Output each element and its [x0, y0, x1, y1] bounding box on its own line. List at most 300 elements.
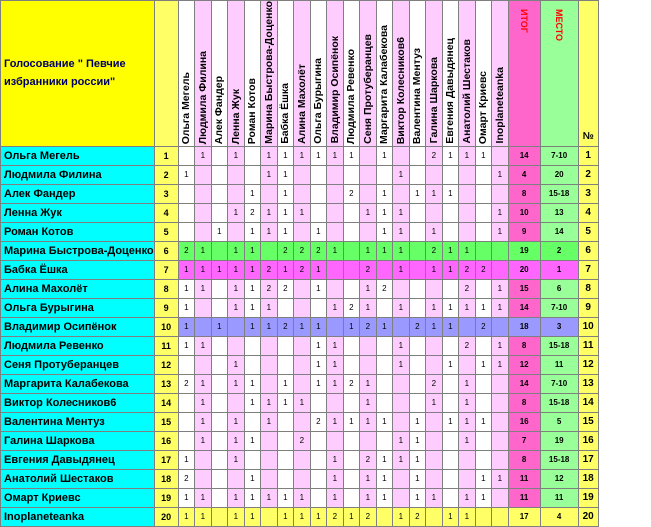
- vote-cell: [442, 450, 459, 469]
- vote-cell: 1: [244, 279, 261, 298]
- vote-cell: 1: [228, 450, 245, 469]
- vote-cell: 1: [228, 298, 245, 317]
- vote-cell: 1: [310, 146, 327, 165]
- itog-cell: 9: [508, 222, 540, 241]
- vote-cell: 1: [261, 412, 278, 431]
- vote-cell: [195, 469, 212, 488]
- vote-cell: 1: [228, 279, 245, 298]
- vote-cell: 1: [195, 146, 212, 165]
- vote-cell: 2: [459, 336, 476, 355]
- row-index: 17: [578, 450, 598, 469]
- participant-name: Людмила Ревенко: [1, 336, 155, 355]
- vote-cell: [343, 469, 360, 488]
- mesto-cell: 11: [540, 355, 578, 374]
- vote-cell: [310, 431, 327, 450]
- vote-cell: 1: [277, 184, 294, 203]
- vote-cell: [475, 203, 492, 222]
- column-header-label: Ольга Бурыгина: [312, 58, 325, 144]
- participant-name: Маргарита Калабекова: [1, 374, 155, 393]
- vote-cell: 1: [277, 488, 294, 507]
- vote-cell: 1: [277, 222, 294, 241]
- vote-cell: 1: [195, 374, 212, 393]
- vote-cell: 1: [376, 412, 393, 431]
- vote-cell: 1: [178, 317, 195, 336]
- vote-cell: [343, 279, 360, 298]
- participant-name: Ольга Мегель: [1, 146, 155, 165]
- vote-cell: [211, 431, 228, 450]
- vote-cell: [459, 469, 476, 488]
- vote-cell: 1: [195, 393, 212, 412]
- row-number: 7: [154, 260, 178, 279]
- vote-cell: [228, 222, 245, 241]
- vote-cell: [459, 165, 476, 184]
- vote-cell: [310, 298, 327, 317]
- vote-cell: 1: [360, 203, 377, 222]
- vote-cell: 1: [459, 393, 476, 412]
- participant-name: Inoplaneteanka: [1, 507, 155, 526]
- column-header-label: Евгения Давыдянец: [444, 38, 457, 144]
- vote-cell: [475, 393, 492, 412]
- table-row: [1, 203, 599, 222]
- vote-cell: 1: [376, 146, 393, 165]
- vote-cell: [343, 450, 360, 469]
- participant-name: Бабка Ёшка: [1, 260, 155, 279]
- vote-cell: [426, 469, 443, 488]
- vote-cell: 1: [195, 488, 212, 507]
- vote-cell: 1: [294, 317, 311, 336]
- vote-cell: 1: [261, 298, 278, 317]
- vote-cell: 1: [343, 146, 360, 165]
- vote-cell: [475, 279, 492, 298]
- vote-cell: [426, 165, 443, 184]
- vote-cell: [310, 450, 327, 469]
- row-index: 20: [578, 507, 598, 526]
- vote-cell: [376, 355, 393, 374]
- vote-cell: 1: [277, 507, 294, 526]
- vote-cell: 2: [360, 507, 377, 526]
- vote-cell: 1: [409, 431, 426, 450]
- vote-cell: 1: [244, 431, 261, 450]
- vote-cell: 1: [360, 469, 377, 488]
- vote-cell: 2: [475, 317, 492, 336]
- vote-cell: [211, 488, 228, 507]
- header-number-cell: [154, 1, 178, 147]
- vote-cell: [426, 412, 443, 431]
- mesto-header: [540, 1, 578, 147]
- vote-cell: [475, 241, 492, 260]
- vote-cell: 1: [261, 203, 278, 222]
- column-header-label: Inoplaneteanka: [493, 67, 506, 144]
- vote-cell: 1: [244, 317, 261, 336]
- vote-cell: 1: [360, 374, 377, 393]
- vote-cell: 1: [261, 488, 278, 507]
- vote-cell: [393, 393, 410, 412]
- vote-cell: 1: [459, 507, 476, 526]
- column-header: [178, 1, 195, 147]
- vote-cell: 2: [178, 241, 195, 260]
- vote-cell: 2: [360, 260, 377, 279]
- column-header: [376, 1, 393, 147]
- vote-cell: [211, 298, 228, 317]
- mesto-cell: 7-10: [540, 374, 578, 393]
- column-header: [492, 1, 509, 147]
- row-index: 6: [578, 241, 598, 260]
- vote-cell: [294, 469, 311, 488]
- vote-cell: [228, 184, 245, 203]
- row-number: 2: [154, 165, 178, 184]
- vote-cell: [343, 431, 360, 450]
- vote-cell: 1: [492, 469, 509, 488]
- vote-cell: 1: [310, 279, 327, 298]
- vote-cell: [442, 279, 459, 298]
- itog-cell: 8: [508, 184, 540, 203]
- vote-cell: 1: [327, 298, 344, 317]
- vote-cell: 1: [294, 146, 311, 165]
- mesto-cell: 15-18: [540, 450, 578, 469]
- row-index: 12: [578, 355, 598, 374]
- column-header-label: Людмила Филина: [196, 50, 209, 144]
- participant-name: Ольга Бурыгина: [1, 298, 155, 317]
- table-row: [1, 222, 599, 241]
- row-number: 1: [154, 146, 178, 165]
- vote-cell: 1: [244, 241, 261, 260]
- vote-cell: 1: [360, 298, 377, 317]
- column-header-label: Алина Махолёт: [295, 63, 308, 144]
- vote-cell: [343, 336, 360, 355]
- vote-cell: 1: [459, 488, 476, 507]
- vote-cell: [459, 317, 476, 336]
- vote-cell: 1: [442, 146, 459, 165]
- column-header: [409, 1, 426, 147]
- vote-cell: 1: [475, 412, 492, 431]
- vote-cell: [376, 298, 393, 317]
- vote-cell: [261, 184, 278, 203]
- participant-name: Евгения Давыдянец: [1, 450, 155, 469]
- table-row: [1, 241, 599, 260]
- vote-cell: [393, 469, 410, 488]
- vote-cell: 1: [442, 355, 459, 374]
- row-index: 10: [578, 317, 598, 336]
- mesto-cell: 14: [540, 222, 578, 241]
- itog-cell: 15: [508, 279, 540, 298]
- vote-cell: 1: [492, 336, 509, 355]
- vote-cell: 1: [228, 260, 245, 279]
- itog-cell: 12: [508, 355, 540, 374]
- vote-cell: 1: [426, 260, 443, 279]
- vote-cell: 1: [376, 184, 393, 203]
- itog-cell: 18: [508, 317, 540, 336]
- vote-cell: 1: [244, 507, 261, 526]
- vote-cell: 1: [310, 507, 327, 526]
- row-number: 10: [154, 317, 178, 336]
- column-header-label: Роман Котов: [246, 77, 259, 144]
- vote-cell: [360, 184, 377, 203]
- vote-cell: 2: [294, 431, 311, 450]
- vote-cell: [459, 450, 476, 469]
- table-row: [1, 279, 599, 298]
- vote-cell: [393, 184, 410, 203]
- column-header-label: Бабка Ёшка: [279, 83, 292, 144]
- vote-cell: 2: [360, 317, 377, 336]
- vote-cell: 1: [195, 412, 212, 431]
- vote-cell: [492, 412, 509, 431]
- vote-cell: [178, 203, 195, 222]
- vote-cell: 2: [294, 260, 311, 279]
- vote-cell: [475, 165, 492, 184]
- vote-cell: [211, 412, 228, 431]
- table-row: [1, 431, 599, 450]
- vote-cell: [442, 469, 459, 488]
- vote-cell: 1: [459, 412, 476, 431]
- vote-cell: 1: [327, 355, 344, 374]
- row-number: 19: [154, 488, 178, 507]
- vote-cell: 1: [244, 469, 261, 488]
- vote-cell: 1: [475, 469, 492, 488]
- vote-cell: 1: [244, 393, 261, 412]
- vote-cell: [195, 355, 212, 374]
- vote-cell: [426, 431, 443, 450]
- row-index: 11: [578, 336, 598, 355]
- vote-cell: 1: [261, 165, 278, 184]
- vote-cell: [178, 222, 195, 241]
- vote-cell: [195, 222, 212, 241]
- mesto-cell: 20: [540, 165, 578, 184]
- vote-cell: [195, 184, 212, 203]
- vote-cell: [277, 469, 294, 488]
- vote-cell: 1: [327, 412, 344, 431]
- row-index: 5: [578, 222, 598, 241]
- row-number: 17: [154, 450, 178, 469]
- vote-cell: 1: [310, 374, 327, 393]
- column-header-label: Маргарита Калабекова: [378, 24, 391, 144]
- vote-cell: 1: [327, 336, 344, 355]
- vote-cell: [310, 184, 327, 203]
- column-header: [211, 1, 228, 147]
- vote-cell: 1: [327, 146, 344, 165]
- mesto-cell: 4: [540, 507, 578, 526]
- vote-cell: 1: [327, 469, 344, 488]
- column-header: [327, 1, 344, 147]
- vote-cell: 2: [426, 241, 443, 260]
- row-number: 6: [154, 241, 178, 260]
- vote-cell: [178, 393, 195, 412]
- vote-cell: [244, 450, 261, 469]
- vote-cell: [393, 317, 410, 336]
- vote-cell: [492, 450, 509, 469]
- row-number: 13: [154, 374, 178, 393]
- row-index: 3: [578, 184, 598, 203]
- vote-cell: [376, 336, 393, 355]
- itog-cell: 20: [508, 260, 540, 279]
- vote-cell: [475, 374, 492, 393]
- vote-cell: [459, 222, 476, 241]
- table-row: [1, 317, 599, 336]
- itog-cell: 8: [508, 336, 540, 355]
- vote-cell: 2: [294, 241, 311, 260]
- vote-cell: 1: [228, 412, 245, 431]
- vote-cell: [261, 431, 278, 450]
- vote-cell: 2: [277, 279, 294, 298]
- vote-cell: 2: [459, 260, 476, 279]
- participant-name: Виктор Колесников6: [1, 393, 155, 412]
- vote-cell: 2: [343, 184, 360, 203]
- vote-cell: 1: [393, 507, 410, 526]
- vote-cell: [294, 336, 311, 355]
- vote-cell: [376, 431, 393, 450]
- participant-name: Сеня Протуберанцев: [1, 355, 155, 374]
- vote-cell: 1: [492, 165, 509, 184]
- row-index: 15: [578, 412, 598, 431]
- vote-cell: 2: [261, 279, 278, 298]
- vote-cell: 2: [277, 317, 294, 336]
- itog-cell: 19: [508, 241, 540, 260]
- vote-cell: 1: [393, 355, 410, 374]
- vote-cell: [360, 355, 377, 374]
- vote-cell: [327, 393, 344, 412]
- vote-cell: 1: [261, 146, 278, 165]
- vote-cell: 1: [310, 260, 327, 279]
- vote-cell: [261, 355, 278, 374]
- itog-cell: 4: [508, 165, 540, 184]
- mesto-cell: 1: [540, 260, 578, 279]
- vote-cell: [409, 203, 426, 222]
- vote-cell: [376, 260, 393, 279]
- vote-cell: [343, 203, 360, 222]
- itog-cell: 17: [508, 507, 540, 526]
- row-number: 16: [154, 431, 178, 450]
- vote-cell: 1: [426, 393, 443, 412]
- vote-cell: 2: [244, 203, 261, 222]
- row-number: 20: [154, 507, 178, 526]
- vote-cell: 1: [409, 450, 426, 469]
- vote-cell: 1: [426, 488, 443, 507]
- table-row: [1, 488, 599, 507]
- vote-cell: [393, 488, 410, 507]
- vote-cell: 1: [393, 241, 410, 260]
- vote-cell: [409, 222, 426, 241]
- vote-cell: [327, 184, 344, 203]
- column-header: [426, 1, 443, 147]
- row-number: 12: [154, 355, 178, 374]
- vote-cell: 1: [393, 336, 410, 355]
- vote-cell: 1: [211, 317, 228, 336]
- vote-cell: 1: [393, 298, 410, 317]
- vote-cell: 1: [310, 336, 327, 355]
- table-row: [1, 298, 599, 317]
- row-index: 1: [578, 146, 598, 165]
- vote-cell: 1: [426, 184, 443, 203]
- vote-cell: 1: [343, 317, 360, 336]
- vote-cell: 1: [393, 431, 410, 450]
- vote-cell: 1: [376, 450, 393, 469]
- column-header: [360, 1, 377, 147]
- vote-cell: [475, 184, 492, 203]
- vote-cell: 1: [426, 317, 443, 336]
- vote-cell: 1: [376, 488, 393, 507]
- participant-name: Алек Фандер: [1, 184, 155, 203]
- vote-cell: [277, 450, 294, 469]
- vote-cell: 1: [244, 184, 261, 203]
- vote-cell: 1: [211, 222, 228, 241]
- vote-cell: 1: [277, 374, 294, 393]
- vote-cell: 1: [459, 374, 476, 393]
- vote-cell: 1: [294, 507, 311, 526]
- vote-cell: [178, 355, 195, 374]
- column-header: [475, 1, 492, 147]
- vote-cell: 1: [409, 412, 426, 431]
- vote-cell: [211, 184, 228, 203]
- vote-cell: 1: [244, 374, 261, 393]
- vote-cell: [211, 450, 228, 469]
- vote-cell: 1: [310, 355, 327, 374]
- vote-cell: [343, 393, 360, 412]
- vote-cell: [277, 412, 294, 431]
- vote-cell: 1: [360, 241, 377, 260]
- vote-cell: 1: [261, 222, 278, 241]
- vote-cell: [409, 165, 426, 184]
- vote-cell: [178, 412, 195, 431]
- vote-cell: [327, 317, 344, 336]
- vote-cell: 2: [376, 279, 393, 298]
- vote-cell: 1: [442, 241, 459, 260]
- vote-cell: [475, 431, 492, 450]
- vote-cell: [195, 298, 212, 317]
- vote-cell: [261, 450, 278, 469]
- vote-cell: [310, 469, 327, 488]
- vote-cell: 1: [393, 165, 410, 184]
- vote-cell: [294, 279, 311, 298]
- vote-cell: [409, 355, 426, 374]
- vote-cell: [475, 222, 492, 241]
- participant-name: Омарт Криевс: [1, 488, 155, 507]
- vote-cell: [360, 431, 377, 450]
- vote-cell: [492, 146, 509, 165]
- row-index: 13: [578, 374, 598, 393]
- vote-cell: 2: [343, 298, 360, 317]
- column-header-label: Сеня Протуберанцев: [361, 34, 374, 144]
- participant-name: Марина Быстрова-Доценко: [1, 241, 155, 260]
- column-header-label: Владимир Осипёнок: [328, 36, 341, 144]
- vote-cell: [211, 469, 228, 488]
- vote-cell: 1: [360, 393, 377, 412]
- vote-cell: [492, 507, 509, 526]
- vote-cell: [327, 431, 344, 450]
- vote-cell: [426, 203, 443, 222]
- mesto-cell: 15-18: [540, 393, 578, 412]
- vote-cell: [343, 241, 360, 260]
- vote-cell: 1: [492, 279, 509, 298]
- vote-cell: 1: [409, 184, 426, 203]
- vote-cell: [294, 355, 311, 374]
- vote-cell: [211, 203, 228, 222]
- vote-cell: 1: [376, 469, 393, 488]
- row-index: 4: [578, 203, 598, 222]
- vote-cell: [442, 488, 459, 507]
- vote-cell: 1: [492, 355, 509, 374]
- vote-cell: [409, 279, 426, 298]
- vote-cell: [442, 393, 459, 412]
- column-header-label: Виктор Колесников6: [394, 36, 407, 144]
- vote-cell: 1: [475, 488, 492, 507]
- column-header-label: Анатолий Шестаков: [460, 39, 473, 144]
- itog-cell: 8: [508, 393, 540, 412]
- vote-cell: [195, 317, 212, 336]
- vote-cell: 1: [442, 260, 459, 279]
- column-header-label: Ленна Жук: [229, 88, 242, 144]
- vote-cell: [211, 507, 228, 526]
- vote-cell: 1: [442, 412, 459, 431]
- vote-cell: 1: [376, 203, 393, 222]
